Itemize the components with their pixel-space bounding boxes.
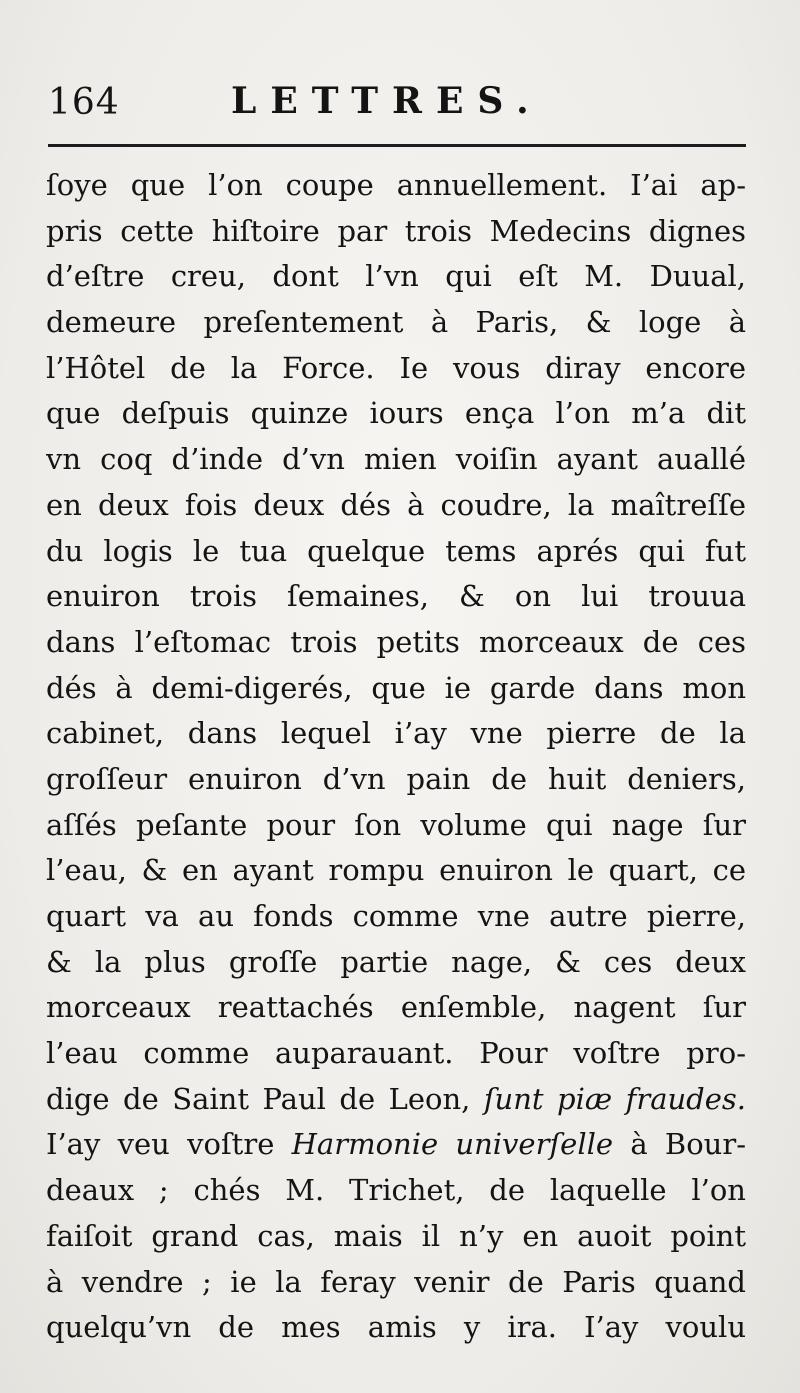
text-line: morceaux reattachés enſemble, nagent ſur <box>46 990 746 1025</box>
text-line: dés à demi-digerés, que ie garde dans mon <box>46 670 746 705</box>
body-text <box>46 163 746 1351</box>
text-line: à vendre ; ie la feray venir de Paris quand <box>46 1264 746 1299</box>
text-line: demeure preſentement à Paris, & loge à <box>46 305 746 340</box>
text-segment: à Bour- <box>613 1127 746 1162</box>
text-line: l’eau, & en ayant rompu enuiron le quart, ce <box>46 853 746 888</box>
latin-quote: ſunt piæ fraudes. <box>483 1081 746 1116</box>
text-line: d’eſtre creu, dont l’vn qui eſt M. Duual, <box>46 259 746 294</box>
text-line: cabinet, dans lequel i’ay vne pierre de la <box>46 716 746 751</box>
text-line: groſſeur enuiron d’vn pain de huit deniers, <box>46 761 746 796</box>
text-line: du logis le tua quelque tems aprés qui fut <box>46 533 746 568</box>
text-line: quart va au fonds comme vne autre pierre, <box>46 899 746 933</box>
text-segment: dige de Saint Paul de Leon, <box>46 1081 484 1116</box>
text-line: en deux fois deux dés à coudre, la maîtreſſe <box>46 487 746 522</box>
text-line: aſſés peſante pour ſon volume qui nage ſur <box>46 807 746 842</box>
text-line: que deſpuis quinze iours ença l’on m’a dit <box>46 396 746 431</box>
text-line: faiſoit grand cas, mais il n’y en auoit point <box>46 1218 746 1253</box>
text-line: & la plus groſſe partie nage, & ces deux <box>46 944 746 979</box>
text-line: quelqu’vn de mes amis y ira. I’ay voulu <box>46 1310 746 1345</box>
text-segment: I’ay veu voſtre <box>46 1127 292 1162</box>
book-title: Harmonie univerſelle <box>291 1127 614 1162</box>
text-line: l’eau comme auparauant. Pour voſtre pro- <box>46 1036 746 1071</box>
text-line: l’Hôtel de la Force. Ie vous diray encore <box>46 350 746 385</box>
running-title: LETTRES. <box>231 80 543 122</box>
text-line-latin-quote <box>46 1077 746 1123</box>
text-line: vn coq d’inde d’vn mien voiſin ayant auallé <box>46 442 746 477</box>
text-line: pris cette hiſtoire par trois Medecins dignes <box>46 213 746 248</box>
header-rule <box>48 144 746 147</box>
page-number: 164 <box>48 82 120 123</box>
text-line: deaux ; chés M. Trichet, de laquelle l’on <box>46 1173 746 1208</box>
text-line-book-title <box>46 1122 746 1168</box>
page-header <box>48 70 748 130</box>
text-line: dans l’eſtomac trois petits morceaux de ces <box>46 624 746 659</box>
text-line: ſoye que l’on coupe annuellement. I’ai ap- <box>46 168 746 202</box>
text-line: enuiron trois ſemaines, & on lui trouua <box>46 579 746 614</box>
